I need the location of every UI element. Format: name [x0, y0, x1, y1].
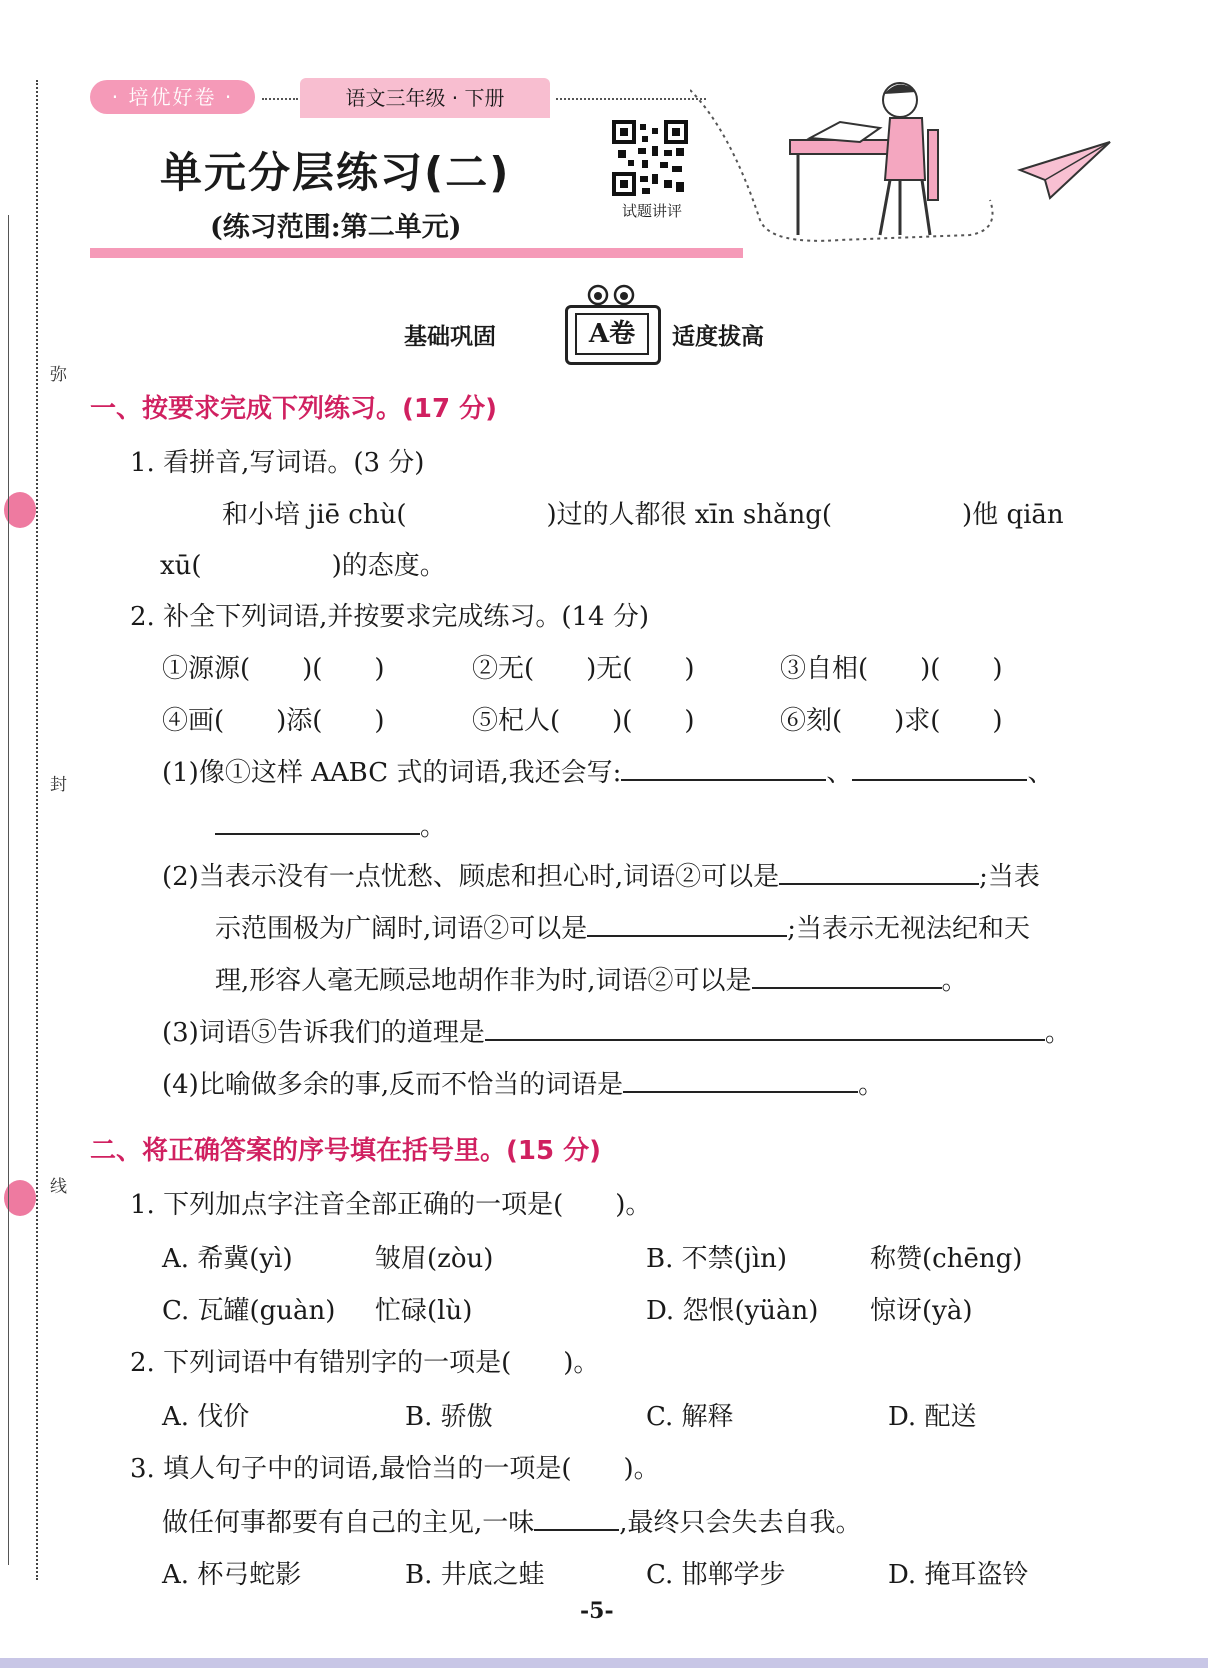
- option-c[interactable]: C. 瓦罐(guàn): [162, 1296, 336, 1326]
- answer-blank[interactable]: [621, 753, 826, 781]
- idiom-item[interactable]: ⑥刻( )求( ): [780, 706, 1003, 736]
- answer-blank[interactable]: [485, 1013, 1045, 1041]
- idiom-item[interactable]: ④画( )添( ): [162, 706, 385, 736]
- edge-line: [8, 215, 9, 1565]
- answer-blank[interactable]: [752, 961, 942, 989]
- sub-question-text: (2)当表示没有一点忧愁、顾虑和担心时,词语②可以是: [162, 862, 780, 892]
- answer-blank[interactable]: [534, 1503, 619, 1531]
- option-a[interactable]: A. 杯弓蛇影: [162, 1560, 302, 1590]
- s1-q1-text: )的态度。: [331, 551, 446, 581]
- qr-code-icon[interactable]: [612, 120, 688, 196]
- idiom-item[interactable]: ③自相( )( ): [780, 654, 1003, 684]
- answer-blank[interactable]: [623, 1065, 858, 1093]
- sub-question-text: ;当表: [979, 862, 1040, 892]
- s1-q2-sub2: [162, 856, 1040, 893]
- sub-question-text: 理,形容人毫无顾忌地胡作非为时,词语②可以是: [215, 966, 752, 996]
- s1-q2-sub1-cont: 。: [215, 806, 446, 843]
- s1-q2-title: 2. 补全下列词语,并按要求完成练习。(14 分): [130, 602, 649, 632]
- option-a[interactable]: A. 伐价: [162, 1402, 250, 1432]
- option-a-word2: 皱眉(zòu): [375, 1244, 494, 1274]
- seal-char-xian: 线: [50, 1177, 67, 1197]
- sentence-text: ,最终只会失去自我。: [619, 1508, 862, 1538]
- idiom-item[interactable]: ②无( )无( ): [472, 654, 695, 684]
- header-dash: [556, 98, 706, 100]
- header-dash: [262, 98, 298, 100]
- s1-q1-text: )过的人都很 xīn shǎng(: [546, 500, 833, 530]
- s1-q1-line1: [222, 494, 1064, 531]
- seal-char-mi: 弥: [50, 365, 67, 385]
- series-tag: · 培优好卷 ·: [90, 80, 255, 114]
- page-subtitle: (练习范围:第二单元): [210, 212, 462, 243]
- s1-q2-sub3: (3)词语⑤告诉我们的道理是 。: [162, 1012, 1071, 1049]
- s1-q2-sub1: (1)像①这样 AABC 式的词语,我还会写: 、 、: [162, 752, 1053, 789]
- seal-char-feng: 封: [50, 775, 67, 795]
- s1-q1-text: )他 qiān: [962, 500, 1064, 530]
- level-right-label: 适度拔高: [672, 324, 764, 350]
- section1-heading: 一、按要求完成下列练习。(17 分): [90, 394, 497, 424]
- option-d[interactable]: D. 掩耳盗铃: [888, 1560, 1029, 1590]
- sub-question-text: (4)比喻做多余的事,反而不恰当的词语是: [162, 1070, 624, 1100]
- s1-q2-sub2-line3: 理,形容人毫无顾忌地胡作非为时,词语②可以是 。: [215, 960, 968, 997]
- option-a[interactable]: A. 希冀(yì): [162, 1244, 293, 1274]
- option-b-word2: 称赞(chēng): [870, 1244, 1023, 1274]
- answer-blank[interactable]: [215, 807, 420, 835]
- s1-q1-text: 和小培 jiē chù(: [222, 500, 407, 530]
- page-number: -5-: [580, 1598, 614, 1624]
- answer-blank[interactable]: [852, 753, 1027, 781]
- section2-heading: 二、将正确答案的序号填在括号里。(15 分): [90, 1136, 601, 1166]
- idiom-item[interactable]: ⑤杞人( )( ): [472, 706, 695, 736]
- sub-question-text: (1)像①这样 AABC 式的词语,我还会写:: [162, 758, 622, 788]
- s1-q1-text: xū(: [160, 551, 202, 581]
- page-title: 单元分层练习(二): [160, 148, 511, 197]
- s2-q3-title: 3. 填人句子中的词语,最恰当的一项是( )。: [130, 1454, 660, 1484]
- option-c-word2: 忙碌(lù): [375, 1296, 473, 1326]
- s2-q3-sentence: [162, 1502, 862, 1539]
- bottom-strip: [0, 1658, 1208, 1668]
- qr-label: 试题讲评: [621, 202, 682, 220]
- option-d[interactable]: D. 配送: [888, 1402, 977, 1432]
- option-d[interactable]: D. 怨恨(yüàn): [646, 1296, 819, 1326]
- level-badge: A卷: [575, 313, 649, 355]
- sentence-text: 做任何事都要有自己的主见,一味: [162, 1508, 535, 1538]
- s1-q2-sub4: (4)比喻做多余的事,反而不恰当的词语是 。: [162, 1064, 884, 1101]
- grade-label: 语文三年级 · 下册: [300, 78, 550, 118]
- option-d-word2: 惊讶(yà): [870, 1296, 973, 1326]
- option-c[interactable]: C. 邯郸学步: [646, 1560, 786, 1590]
- sub-question-text: 示范围极为广阔时,词语②可以是: [215, 914, 588, 944]
- option-b[interactable]: B. 不禁(jìn): [646, 1244, 788, 1274]
- s2-q1-title: 1. 下列加点字注音全部正确的一项是( )。: [130, 1190, 652, 1220]
- s2-q2-title: 2. 下列词语中有错别字的一项是( )。: [130, 1348, 600, 1378]
- student-illustration-icon: [690, 70, 1120, 270]
- sub-question-text: (3)词语⑤告诉我们的道理是: [162, 1018, 485, 1048]
- sub-question-text: ;当表示无视法纪和天: [787, 914, 1031, 944]
- answer-blank[interactable]: [779, 857, 979, 885]
- option-b[interactable]: B. 骄傲: [405, 1402, 493, 1432]
- idiom-item[interactable]: ①源源( )( ): [162, 654, 385, 684]
- badge-eyes-icon: [578, 283, 644, 307]
- binding-dotted-line: [36, 80, 40, 1580]
- s1-q1-line2: [160, 545, 446, 582]
- s1-q2-sub2-line2: [215, 908, 1030, 945]
- s1-q1-title: 1. 看拼音,写词语。(3 分): [130, 448, 425, 478]
- option-b[interactable]: B. 井底之蛙: [405, 1560, 545, 1590]
- answer-blank[interactable]: [587, 909, 787, 937]
- title-underline-bar: [90, 248, 743, 258]
- option-c[interactable]: C. 解释: [646, 1402, 734, 1432]
- level-left-label: 基础巩固: [404, 324, 496, 350]
